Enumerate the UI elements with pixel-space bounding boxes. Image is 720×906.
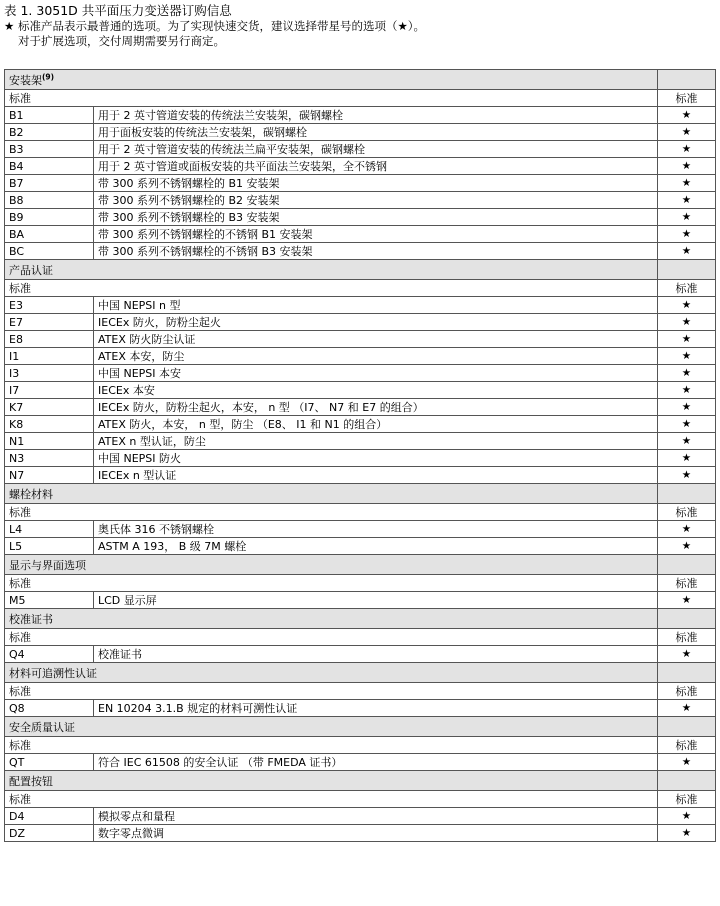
star-icon: ★ [658, 209, 716, 226]
document-header [4, 0, 716, 49]
option-description: 中国 NEPSI 本安 [94, 365, 658, 382]
star-icon: ★ [658, 467, 716, 484]
option-description: IECEx 防火，防粉尘起火 [94, 314, 658, 331]
standard-column-label: 标准 [658, 683, 716, 700]
option-code: B8 [5, 192, 94, 209]
table-row [5, 192, 716, 209]
option-description: 奥氏体 316 不锈钢螺栓 [94, 521, 658, 538]
option-description: 用于 2 英寸管道或面板安装的共平面法兰安装架，全不锈钢 [94, 158, 658, 175]
table-row [5, 521, 716, 538]
section-header [5, 555, 716, 575]
option-description: IECEx 本安 [94, 382, 658, 399]
star-icon: ★ [658, 158, 716, 175]
section-header [5, 260, 716, 280]
star-icon: ★ [658, 521, 716, 538]
section-title [5, 260, 658, 280]
option-description: ASTM A 193， B 级 7M 螺栓 [94, 538, 658, 555]
option-description: 用于 2 英寸管道安装的传统法兰扁平安装架，碳钢螺栓 [94, 141, 658, 158]
option-code: B7 [5, 175, 94, 192]
option-code: B3 [5, 141, 94, 158]
section-title-text: 安全质量认证 [9, 720, 75, 734]
section-title-text: 校准证书 [9, 612, 53, 626]
section-title [5, 609, 658, 629]
option-code: I3 [5, 365, 94, 382]
table-row [5, 450, 716, 467]
table-row [5, 124, 716, 141]
section-title-text: 螺栓材料 [9, 487, 53, 501]
section-header [5, 609, 716, 629]
table-title: 表 1. 3051D 共平面压力变送器订购信息 [4, 3, 232, 18]
star-icon: ★ [658, 314, 716, 331]
option-code: B4 [5, 158, 94, 175]
table-row [5, 226, 716, 243]
option-code: BC [5, 243, 94, 260]
table-row [5, 416, 716, 433]
option-code: E3 [5, 297, 94, 314]
star-icon: ★ [658, 331, 716, 348]
standard-header-row [5, 629, 716, 646]
option-code: B9 [5, 209, 94, 226]
option-description: 符合 IEC 61508 的安全认证 （带 FMEDA 证书） [94, 754, 658, 771]
star-icon: ★ [658, 450, 716, 467]
option-description: 模拟零点和量程 [94, 808, 658, 825]
standard-label: 标准 [5, 629, 658, 646]
section-blank-cell [658, 717, 716, 737]
section-header [5, 771, 716, 791]
option-code: DZ [5, 825, 94, 842]
section-header [5, 70, 716, 90]
table-row [5, 107, 716, 124]
option-code: M5 [5, 592, 94, 609]
star-icon: ★ [658, 416, 716, 433]
standard-label: 标准 [5, 90, 658, 107]
section-blank-cell [658, 609, 716, 629]
option-code: B1 [5, 107, 94, 124]
ordering-table [4, 69, 716, 842]
table-row [5, 348, 716, 365]
option-code: BA [5, 226, 94, 243]
option-description: 带 300 系列不锈钢螺栓的不锈钢 B3 安装架 [94, 243, 658, 260]
option-description: 中国 NEPSI 防火 [94, 450, 658, 467]
star-icon: ★ [658, 365, 716, 382]
table-row [5, 433, 716, 450]
section-header [5, 717, 716, 737]
section-blank-cell [658, 771, 716, 791]
star-icon: ★ [658, 538, 716, 555]
standard-column-label: 标准 [658, 629, 716, 646]
standard-header-row [5, 504, 716, 521]
option-description: 用于面板安装的传统法兰安装架，碳钢螺栓 [94, 124, 658, 141]
section-title-text: 安装架 [9, 73, 42, 87]
standard-header-row [5, 90, 716, 107]
option-description: 带 300 系列不锈钢螺栓的 B2 安装架 [94, 192, 658, 209]
standard-label: 标准 [5, 575, 658, 592]
standard-label: 标准 [5, 504, 658, 521]
option-code: Q8 [5, 700, 94, 717]
star-icon: ★ [658, 382, 716, 399]
option-code: L4 [5, 521, 94, 538]
star-icon: ★ [658, 175, 716, 192]
option-description: IECEx n 型认证 [94, 467, 658, 484]
standard-label: 标准 [5, 280, 658, 297]
option-description: 用于 2 英寸管道安装的传统法兰安装架，碳钢螺栓 [94, 107, 658, 124]
star-icon: ★ [658, 141, 716, 158]
section-title [5, 555, 658, 575]
option-code: E8 [5, 331, 94, 348]
table-row [5, 365, 716, 382]
standard-column-label: 标准 [658, 575, 716, 592]
star-icon: ★ [658, 243, 716, 260]
star-icon: ★ [658, 226, 716, 243]
star-icon: ★ [658, 348, 716, 365]
standard-label: 标准 [5, 683, 658, 700]
section-title [5, 771, 658, 791]
star-icon: ★ [658, 107, 716, 124]
star-icon: ★ [658, 646, 716, 663]
option-description: LCD 显示屏 [94, 592, 658, 609]
star-icon: ★ [658, 297, 716, 314]
option-description: 带 300 系列不锈钢螺栓的不锈钢 B1 安装架 [94, 226, 658, 243]
table-row [5, 141, 716, 158]
standard-column-label: 标准 [658, 280, 716, 297]
option-code: B2 [5, 124, 94, 141]
standard-column-label: 标准 [658, 791, 716, 808]
option-description: 带 300 系列不锈钢螺栓的 B1 安装架 [94, 175, 658, 192]
standard-header-row [5, 737, 716, 754]
section-title [5, 70, 658, 90]
section-title-text: 显示与界面选项 [9, 558, 86, 572]
table-row [5, 331, 716, 348]
star-icon: ★ [658, 433, 716, 450]
star-icon: ★ [658, 700, 716, 717]
star-icon: ★ [658, 808, 716, 825]
table-row [5, 399, 716, 416]
table-row [5, 314, 716, 331]
option-description: IECEx 防火，防粉尘起火，本安， n 型 （I7、 N7 和 E7 的组合） [94, 399, 658, 416]
standard-column-label: 标准 [658, 504, 716, 521]
table-row [5, 646, 716, 663]
expanded-note: 对于扩展选项，交付周期需要另行商定。 [18, 34, 225, 48]
option-code: I7 [5, 382, 94, 399]
star-icon: ★ [658, 399, 716, 416]
section-title [5, 717, 658, 737]
table-row [5, 754, 716, 771]
standard-header-row [5, 791, 716, 808]
option-description: 校准证书 [94, 646, 658, 663]
footnote-ref: (9) [42, 71, 55, 81]
star-icon: ★ [658, 825, 716, 842]
section-header [5, 663, 716, 683]
option-code: E7 [5, 314, 94, 331]
table-row [5, 209, 716, 226]
option-description: 中国 NEPSI n 型 [94, 297, 658, 314]
option-code: D4 [5, 808, 94, 825]
standard-column-label: 标准 [658, 90, 716, 107]
standard-label: 标准 [5, 737, 658, 754]
standard-note: ★ 标准产品表示最普通的选项。为了实现快速交货，建议选择带星号的选项（★）。 [4, 19, 426, 33]
option-description: 带 300 系列不锈钢螺栓的 B3 安装架 [94, 209, 658, 226]
option-code: N7 [5, 467, 94, 484]
option-code: Q4 [5, 646, 94, 663]
option-description: EN 10204 3.1.B 规定的材料可溯性认证 [94, 700, 658, 717]
section-blank-cell [658, 663, 716, 683]
option-code: L5 [5, 538, 94, 555]
option-description: ATEX 防火防尘认证 [94, 331, 658, 348]
option-description: ATEX n 型认证，防尘 [94, 433, 658, 450]
section-blank-cell [658, 70, 716, 90]
star-icon: ★ [658, 192, 716, 209]
standard-column-label: 标准 [658, 737, 716, 754]
option-description: 数字零点微调 [94, 825, 658, 842]
star-icon: ★ [658, 124, 716, 141]
standard-label: 标准 [5, 791, 658, 808]
standard-header-row [5, 683, 716, 700]
section-blank-cell [658, 555, 716, 575]
table-row [5, 382, 716, 399]
section-header [5, 484, 716, 504]
table-row [5, 825, 716, 842]
section-blank-cell [658, 484, 716, 504]
section-title-text: 配置按钮 [9, 774, 53, 788]
option-code: N3 [5, 450, 94, 467]
star-icon: ★ [658, 592, 716, 609]
option-code: N1 [5, 433, 94, 450]
table-row [5, 592, 716, 609]
option-code: QT [5, 754, 94, 771]
table-row [5, 467, 716, 484]
table-row [5, 700, 716, 717]
table-row [5, 297, 716, 314]
table-row [5, 243, 716, 260]
standard-header-row [5, 280, 716, 297]
table-row [5, 538, 716, 555]
section-title-text: 材料可追溯性认证 [9, 666, 97, 680]
table-row [5, 158, 716, 175]
table-row [5, 808, 716, 825]
star-icon: ★ [658, 754, 716, 771]
option-code: I1 [5, 348, 94, 365]
section-title-text: 产品认证 [9, 263, 53, 277]
standard-header-row [5, 575, 716, 592]
option-description: ATEX 防火，本安， n 型，防尘 （E8、 I1 和 N1 的组合） [94, 416, 658, 433]
table-row [5, 175, 716, 192]
section-blank-cell [658, 260, 716, 280]
section-title [5, 484, 658, 504]
section-title [5, 663, 658, 683]
option-code: K7 [5, 399, 94, 416]
option-code: K8 [5, 416, 94, 433]
option-description: ATEX 本安，防尘 [94, 348, 658, 365]
